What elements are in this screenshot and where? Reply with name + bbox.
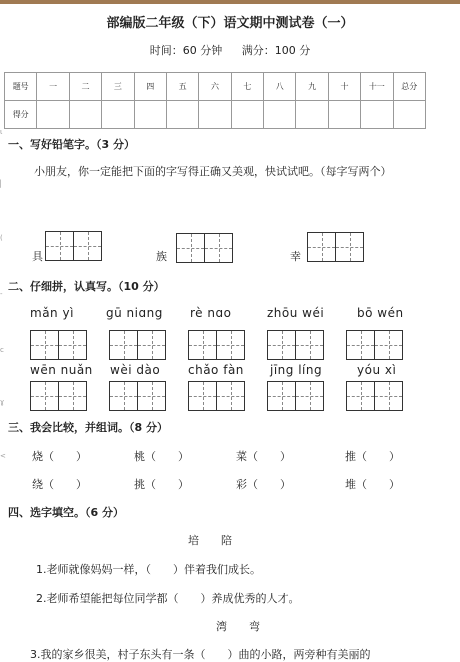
- score-input-cell[interactable]: [69, 101, 101, 129]
- pinyin-label: gū niɑng: [106, 306, 163, 320]
- score-header-cell: 五: [166, 73, 198, 101]
- score-header-cell: 十: [328, 73, 360, 101]
- section-heading: 二、仔细拼，认真写。（10 分）: [8, 280, 165, 293]
- margin-mark: ɣ: [0, 398, 5, 406]
- margin-mark: (: [0, 234, 3, 242]
- margin-mark: -: [0, 290, 3, 298]
- tian-grid-cell[interactable]: [267, 381, 296, 411]
- score-table: [4, 72, 426, 129]
- pinyin-label: wēn nuǎn: [30, 363, 93, 377]
- score-input-cell[interactable]: [393, 101, 426, 129]
- writing-grid[interactable]: [109, 330, 165, 360]
- tian-grid-cell[interactable]: [58, 381, 87, 411]
- writing-grid[interactable]: [30, 330, 86, 360]
- score-input-cell[interactable]: [264, 101, 296, 129]
- score-header-cell: 七: [231, 73, 263, 101]
- score-header-cell: 题号: [5, 73, 37, 101]
- tian-grid-cell[interactable]: [335, 232, 364, 262]
- score-input-cell[interactable]: [231, 101, 263, 129]
- score-input-cell[interactable]: [328, 101, 360, 129]
- tian-grid-cell[interactable]: [295, 381, 324, 411]
- tian-grid-cell[interactable]: [346, 381, 375, 411]
- tian-grid-cell[interactable]: [109, 381, 138, 411]
- score-input-cell[interactable]: [199, 101, 231, 129]
- score-table-score-row: [5, 101, 426, 129]
- fill-question: 3.我的家乡很美，村子东头有一条（ ）曲的小路，两旁种有美丽的: [30, 648, 371, 661]
- section1-instruction: 小朋友，你一定能把下面的字写得正确又美观，快试试吧。（每字写两个）: [34, 165, 392, 178]
- score-input-cell[interactable]: [361, 101, 393, 129]
- exam-info: [0, 42, 460, 58]
- writing-grid[interactable]: [176, 233, 232, 263]
- writing-grid[interactable]: [307, 232, 363, 262]
- compare-item: 堆（ ）: [345, 478, 400, 491]
- fill-question: 2.老师希望能把每位同学都（ ）养成优秀的人才。: [36, 592, 300, 605]
- score-header-cell: 十一: [361, 73, 393, 101]
- pinyin-label: chǎo fàn: [188, 363, 244, 377]
- tian-grid-cell[interactable]: [216, 330, 245, 360]
- compare-item: 挑（ ）: [134, 478, 189, 491]
- score-input-cell[interactable]: [166, 101, 198, 129]
- writing-grid[interactable]: [267, 330, 323, 360]
- writing-grid[interactable]: [45, 231, 101, 261]
- pinyin-label: bō wén: [357, 306, 404, 320]
- tian-grid-cell[interactable]: [374, 330, 403, 360]
- tian-grid-cell[interactable]: [45, 231, 74, 261]
- margin-mark: <: [0, 452, 6, 460]
- compare-item: 烧（ ）: [32, 450, 87, 463]
- section-heading: 四、选字填空。（6 分）: [8, 506, 124, 519]
- margin-mark: c: [0, 346, 4, 354]
- writing-grid[interactable]: [346, 330, 402, 360]
- writing-grid[interactable]: [346, 381, 402, 411]
- tian-grid-cell[interactable]: [188, 381, 217, 411]
- tian-grid-cell[interactable]: [137, 381, 166, 411]
- score-header-cell: 六: [199, 73, 231, 101]
- time-label: 时间：60 分钟: [149, 44, 223, 57]
- pinyin-label: zhōu wéi: [267, 306, 325, 320]
- tian-grid-cell[interactable]: [267, 330, 296, 360]
- writing-grid[interactable]: [30, 381, 86, 411]
- tian-grid-cell[interactable]: [58, 330, 87, 360]
- score-header-cell: 一: [37, 73, 69, 101]
- compare-item: 绕（ ）: [32, 478, 87, 491]
- section-heading: 一、写好铅笔字。（3 分）: [8, 138, 135, 151]
- score-input-cell[interactable]: [102, 101, 134, 129]
- pinyin-label: mǎn yì: [30, 306, 74, 320]
- tian-grid-cell[interactable]: [73, 231, 102, 261]
- writing-grid[interactable]: [267, 381, 323, 411]
- score-header-cell: 总分: [393, 73, 426, 101]
- pinyin-label: wèi dào: [110, 363, 161, 377]
- page-title: 部编版二年级（下）语文期中测试卷（一）: [106, 16, 354, 31]
- tian-grid-cell[interactable]: [176, 233, 205, 263]
- score-input-cell[interactable]: [296, 101, 328, 129]
- practice-char: 幸: [290, 250, 301, 263]
- pinyin-label: rè nɑo: [190, 306, 232, 320]
- score-row-label: 得分: [5, 101, 37, 129]
- pinyin-label: jīng líng: [270, 363, 323, 377]
- compare-item: 推（ ）: [345, 450, 400, 463]
- margin-mark: ι: [0, 128, 3, 136]
- tian-grid-cell[interactable]: [30, 330, 59, 360]
- practice-char: 族: [156, 250, 167, 263]
- char-choice-pair: 湾 弯: [216, 620, 260, 633]
- compare-item: 桃（ ）: [134, 450, 189, 463]
- full-score-label: 满分：100 分: [241, 44, 311, 57]
- writing-grid[interactable]: [109, 381, 165, 411]
- writing-grid[interactable]: [188, 330, 244, 360]
- tian-grid-cell[interactable]: [216, 381, 245, 411]
- score-header-cell: 四: [134, 73, 166, 101]
- tian-grid-cell[interactable]: [204, 233, 233, 263]
- compare-item: 彩（ ）: [236, 478, 291, 491]
- score-header-cell: 八: [264, 73, 296, 101]
- score-table-header-row: [5, 73, 426, 101]
- score-header-cell: 二: [69, 73, 101, 101]
- top-border: [0, 0, 460, 4]
- tian-grid-cell[interactable]: [137, 330, 166, 360]
- fill-question: 1.老师就像妈妈一样，（ ）伴着我们成长。: [36, 563, 261, 576]
- tian-grid-cell[interactable]: [374, 381, 403, 411]
- margin-mark: ▏: [0, 180, 6, 188]
- tian-grid-cell[interactable]: [295, 330, 324, 360]
- pinyin-label: yóu xì: [357, 363, 397, 377]
- tian-grid-cell[interactable]: [188, 330, 217, 360]
- tian-grid-cell[interactable]: [307, 232, 336, 262]
- char-choice-pair: 培 陪: [188, 534, 232, 547]
- tian-grid-cell[interactable]: [109, 330, 138, 360]
- tian-grid-cell[interactable]: [346, 330, 375, 360]
- practice-char: 具: [32, 250, 43, 263]
- score-header-cell: 三: [102, 73, 134, 101]
- score-input-cell[interactable]: [37, 101, 69, 129]
- tian-grid-cell[interactable]: [30, 381, 59, 411]
- writing-grid[interactable]: [188, 381, 244, 411]
- section-heading: 三、我会比较，并组词。（8 分）: [8, 421, 168, 434]
- score-input-cell[interactable]: [134, 101, 166, 129]
- score-header-cell: 九: [296, 73, 328, 101]
- compare-item: 菜（ ）: [236, 450, 291, 463]
